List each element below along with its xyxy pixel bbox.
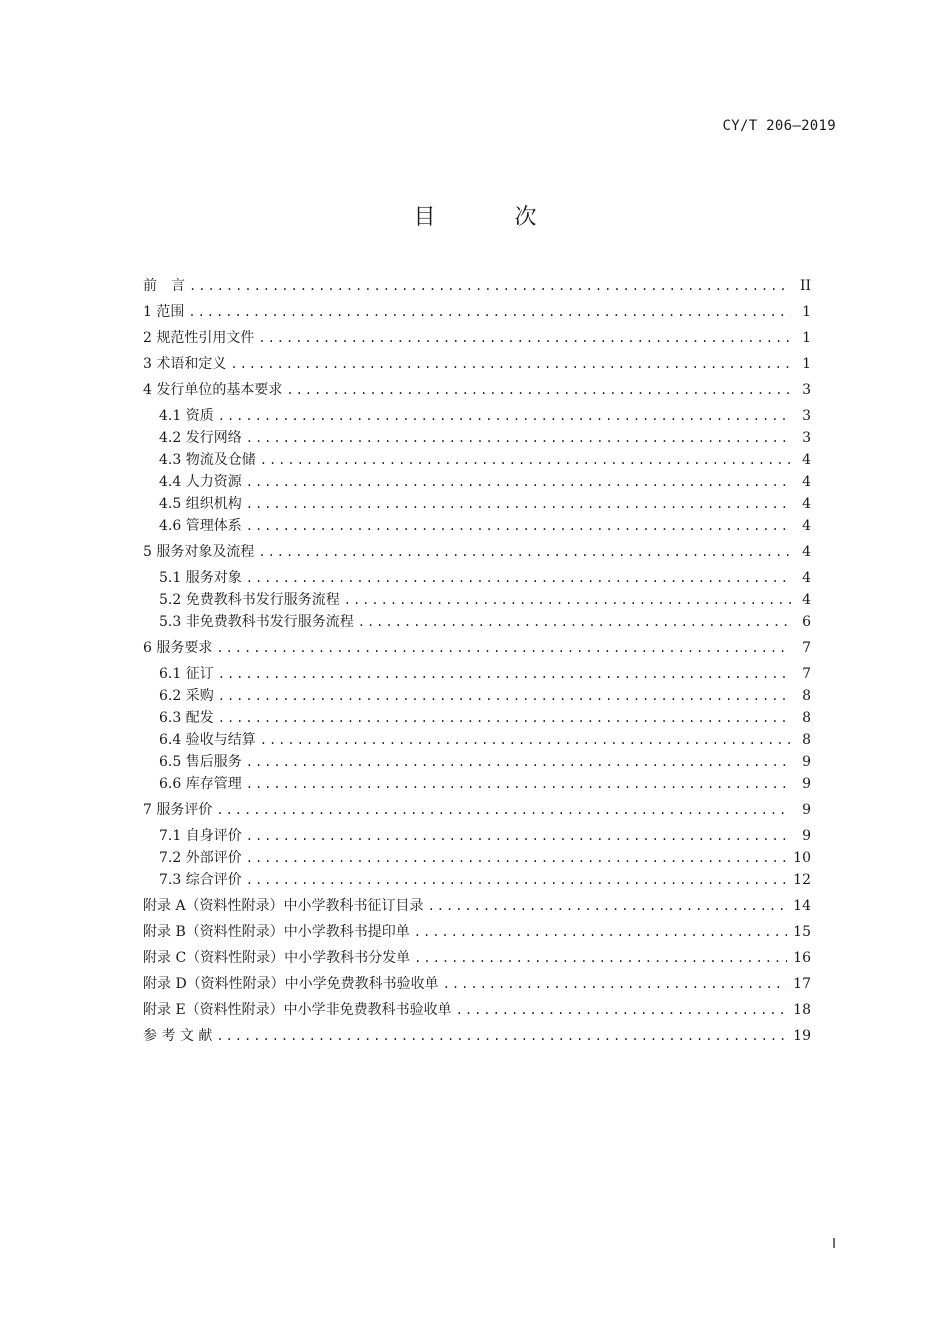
toc-leader-dots xyxy=(246,494,791,514)
toc-entry-page: 12 xyxy=(793,872,811,888)
toc-entry-label: 6 服务要求 xyxy=(143,640,213,656)
toc-entry-page: 3 xyxy=(802,430,811,446)
toc-leader-dots xyxy=(246,472,791,492)
toc-entry-page: 18 xyxy=(793,1002,811,1018)
page-title: 目 次 xyxy=(413,205,573,230)
page-number: I xyxy=(832,1237,836,1252)
toc-entry-page: 4 xyxy=(802,452,811,468)
toc-entry-page: 4 xyxy=(802,518,811,534)
toc-leader-dots xyxy=(443,974,787,994)
toc-entry-label: 参 考 文 献 xyxy=(143,1028,213,1044)
toc-entry-page: 6 xyxy=(802,614,811,630)
toc-entry[interactable] xyxy=(143,896,811,916)
toc-entry[interactable] xyxy=(143,800,811,820)
toc-leader-dots xyxy=(216,638,791,658)
toc-entry-page: 9 xyxy=(802,776,811,792)
toc-entry-label: 6.3 配发 xyxy=(159,710,214,726)
toc-entry-label: 附录 B（资料性附录）中小学教科书提印单 xyxy=(143,924,410,940)
standard-code: CY/T 206—2019 xyxy=(722,118,836,134)
toc-leader-dots xyxy=(246,752,791,772)
toc-entry-label: 4.3 物流及仓储 xyxy=(159,452,256,468)
toc-entry[interactable] xyxy=(143,302,811,322)
toc-entry-label: 4.2 发行网络 xyxy=(159,430,242,446)
toc-entry-page: 19 xyxy=(793,1028,811,1044)
toc-entry-page: 3 xyxy=(802,382,811,398)
toc-entry-label: 5.3 非免费教科书发行服务流程 xyxy=(159,614,354,630)
toc-leader-dots xyxy=(258,328,791,348)
toc-entry-label: 附录 A（资料性附录）中小学教科书征订目录 xyxy=(143,898,424,914)
toc-leader-dots xyxy=(218,686,791,706)
toc-entry-page: 15 xyxy=(793,924,811,940)
toc-entry[interactable] xyxy=(159,870,811,890)
toc-entry[interactable] xyxy=(143,638,811,658)
toc-entry-page: 4 xyxy=(802,496,811,512)
toc-entry[interactable] xyxy=(159,516,811,536)
toc-entry-page: 7 xyxy=(802,640,811,656)
toc-entry-label: 5.1 服务对象 xyxy=(159,570,242,586)
toc-entry-label: 4.1 资质 xyxy=(159,408,214,424)
toc-entry-page: 17 xyxy=(793,976,811,992)
toc-leader-dots xyxy=(414,948,787,968)
toc-entry[interactable] xyxy=(159,730,811,750)
toc-entry[interactable] xyxy=(159,774,811,794)
toc-entry-label: 6.5 售后服务 xyxy=(159,754,242,770)
toc-leader-dots xyxy=(428,896,788,916)
toc-entry[interactable] xyxy=(143,328,811,348)
toc-entry[interactable] xyxy=(159,752,811,772)
toc-leader-dots xyxy=(246,568,791,588)
toc-entry-page: 16 xyxy=(793,950,811,966)
toc-leader-dots xyxy=(358,612,791,632)
toc-entry-label: 2 规范性引用文件 xyxy=(143,330,255,346)
toc-entry-label: 1 范围 xyxy=(143,304,185,320)
toc-entry-page: 8 xyxy=(802,688,811,704)
toc-entry[interactable] xyxy=(159,568,811,588)
toc-entry-label: 4.4 人力资源 xyxy=(159,474,242,490)
toc-entry[interactable] xyxy=(159,494,811,514)
toc-entry[interactable] xyxy=(143,1026,811,1046)
toc-entry-label: 5 服务对象及流程 xyxy=(143,544,255,560)
toc-entry[interactable] xyxy=(159,708,811,728)
toc-entry-label: 4 发行单位的基本要求 xyxy=(143,382,283,398)
toc-entry-page: 4 xyxy=(802,544,811,560)
toc-entry-page: 9 xyxy=(802,802,811,818)
toc-leader-dots xyxy=(260,450,791,470)
toc-entry[interactable] xyxy=(159,686,811,706)
toc-entry-page: 1 xyxy=(802,330,811,346)
toc-entry[interactable] xyxy=(143,354,811,374)
toc-leader-dots xyxy=(258,542,791,562)
toc-entry-page: 7 xyxy=(802,666,811,682)
toc-entry-label: 4.5 组织机构 xyxy=(159,496,242,512)
toc-entry-label: 附录 E（资料性附录）中小学非免费教科书验收单 xyxy=(143,1002,452,1018)
toc-entry-page: 4 xyxy=(802,474,811,490)
toc-leader-dots xyxy=(246,848,787,868)
toc-leader-dots xyxy=(260,730,791,750)
toc-entry-page: 8 xyxy=(802,732,811,748)
toc-entry-page: 1 xyxy=(802,304,811,320)
toc-entry-label: 前 言 xyxy=(143,278,185,294)
toc-entry-page: II xyxy=(799,278,811,294)
toc-entry[interactable] xyxy=(143,948,811,968)
toc-leader-dots xyxy=(456,1000,788,1020)
toc-entry[interactable] xyxy=(143,974,811,994)
toc-leader-dots xyxy=(216,1026,787,1046)
toc-entry[interactable] xyxy=(143,380,811,400)
toc-entry-page: 14 xyxy=(793,898,811,914)
toc-leader-dots xyxy=(218,406,791,426)
toc-entry-label: 7.2 外部评价 xyxy=(159,850,242,866)
toc-leader-dots xyxy=(216,800,791,820)
toc-entry[interactable] xyxy=(143,1000,811,1020)
toc-entry-page: 9 xyxy=(802,828,811,844)
toc-entry[interactable] xyxy=(143,276,811,296)
toc-entry-label: 4.6 管理体系 xyxy=(159,518,242,534)
toc-entry-page: 8 xyxy=(802,710,811,726)
toc-leader-dots xyxy=(218,664,791,684)
toc-entry-label: 6.4 验收与结算 xyxy=(159,732,256,748)
toc-entry-label: 6.2 采购 xyxy=(159,688,214,704)
toc-entry[interactable] xyxy=(159,664,811,684)
toc-leader-dots xyxy=(189,276,791,296)
toc-leader-dots xyxy=(286,380,791,400)
toc-entry-page: 4 xyxy=(802,592,811,608)
toc-entry-page: 10 xyxy=(793,850,811,866)
toc-entry[interactable] xyxy=(159,450,811,470)
toc-entry-label: 3 术语和定义 xyxy=(143,356,227,372)
toc-leader-dots xyxy=(230,354,791,374)
toc-entry-label: 附录 C（资料性附录）中小学教科书分发单 xyxy=(143,950,411,966)
toc-leader-dots xyxy=(246,826,791,846)
toc-leader-dots xyxy=(246,774,791,794)
toc-entry-label: 5.2 免费教科书发行服务流程 xyxy=(159,592,340,608)
toc-leader-dots xyxy=(414,922,787,942)
toc-entry[interactable] xyxy=(143,922,811,942)
toc-entry-page: 4 xyxy=(802,570,811,586)
toc-entry-label: 7 服务评价 xyxy=(143,802,213,818)
toc-entry[interactable] xyxy=(159,612,811,632)
toc-entry-label: 附录 D（资料性附录）中小学免费教科书验收单 xyxy=(143,976,439,992)
toc-entry-page: 1 xyxy=(802,356,811,372)
toc-entry[interactable] xyxy=(159,848,811,868)
toc-entry-page: 9 xyxy=(802,754,811,770)
toc-entry[interactable] xyxy=(159,590,811,610)
toc-leader-dots xyxy=(246,516,791,536)
toc-entry-page: 3 xyxy=(802,408,811,424)
toc-entry[interactable] xyxy=(159,472,811,492)
toc-entry-label: 6.6 库存管理 xyxy=(159,776,242,792)
toc-entry-label: 7.1 自身评价 xyxy=(159,828,242,844)
toc-leader-dots xyxy=(246,870,787,890)
toc-leader-dots xyxy=(246,428,791,448)
toc-entry[interactable] xyxy=(143,542,811,562)
toc-leader-dots xyxy=(344,590,791,610)
toc-leader-dots xyxy=(188,302,791,322)
toc-entry[interactable] xyxy=(159,826,811,846)
toc-entry[interactable] xyxy=(159,406,811,426)
toc-entry[interactable] xyxy=(159,428,811,448)
toc-entry-label: 7.3 综合评价 xyxy=(159,872,242,888)
toc-entry-label: 6.1 征订 xyxy=(159,666,214,682)
toc-leader-dots xyxy=(218,708,791,728)
